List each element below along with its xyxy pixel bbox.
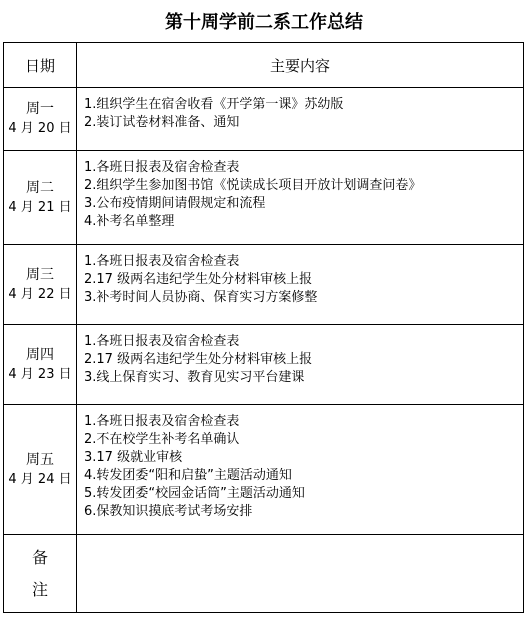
day-date: 4 月 23 日 (8, 366, 72, 382)
task-list (77, 405, 523, 521)
remark-label: 注 (31, 579, 48, 599)
task-list (77, 245, 523, 307)
list-item: 2.17 级两名违纪学生处分材料审核上报 (84, 272, 313, 287)
content-cell (77, 88, 524, 151)
list-item: 4.补考名单整理 (84, 214, 175, 229)
schedule-table (3, 42, 524, 613)
day-cell (4, 88, 77, 151)
date-header: 日期 (4, 43, 77, 88)
remark-label: 备 (31, 547, 48, 567)
day-cell (4, 151, 77, 245)
remark-row (4, 535, 524, 613)
remark-content-cell (77, 535, 524, 613)
list-item: 3.补考时间人员协商、保育实习方案修整 (84, 290, 318, 305)
page-title: 第十周学前二系工作总结 (165, 12, 363, 33)
remark-label-cell (4, 535, 77, 613)
day-name: 周四 (26, 346, 54, 363)
day-cell (4, 245, 77, 325)
day-cell (4, 325, 77, 405)
list-item: 4.转发团委“阳和启蛰”主题活动通知 (84, 468, 292, 483)
day-date: 4 月 21 日 (8, 199, 72, 215)
list-item: 1.各班日报表及宿舍检查表 (84, 254, 240, 269)
task-list (77, 88, 523, 132)
list-item: 3.线上保育实习、教育见实习平台建课 (84, 370, 305, 385)
content-cell (77, 405, 524, 535)
day-name: 周一 (26, 101, 54, 117)
list-item: 3.公布疫情期间请假规定和流程 (84, 196, 266, 211)
content-header: 主要内容 (77, 43, 524, 88)
day-date: 4 月 22 日 (8, 286, 72, 302)
day-name: 周二 (26, 179, 54, 196)
list-item: 3.17 级就业审核 (84, 450, 183, 465)
list-item: 5.转发团委“校园金话筒”主题活动通知 (84, 486, 305, 501)
day-date: 4 月 24 日 (8, 471, 72, 487)
list-item: 1.组织学生在宿舍收看《开学第一课》苏幼版 (84, 97, 344, 112)
content-cell (77, 151, 524, 245)
table-row (4, 405, 524, 535)
content-cell (77, 245, 524, 325)
task-list (77, 325, 523, 387)
list-item: 2.不在校学生补考名单确认 (84, 432, 240, 447)
table-row (4, 325, 524, 405)
list-item: 2.组织学生参加图书馆《悦读成长项目开放计划调查问卷》 (84, 178, 422, 193)
list-item: 1.各班日报表及宿舍检查表 (84, 334, 240, 349)
list-item: 1.各班日报表及宿舍检查表 (84, 160, 240, 175)
header-row (4, 43, 524, 88)
list-item: 1.各班日报表及宿舍检查表 (84, 414, 240, 429)
task-list (77, 151, 523, 231)
day-name: 周五 (26, 451, 54, 468)
table-row (4, 151, 524, 245)
day-name: 周三 (26, 266, 54, 283)
table-row (4, 88, 524, 151)
table-row (4, 245, 524, 325)
list-item: 2.装订试卷材料准备、通知 (84, 115, 240, 130)
list-item: 2.17 级两名违纪学生处分材料审核上报 (84, 352, 313, 367)
content-cell (77, 325, 524, 405)
day-cell (4, 405, 77, 535)
list-item: 6.保教知识摸底考试考场安排 (84, 504, 253, 519)
day-date: 4 月 20 日 (8, 121, 72, 136)
